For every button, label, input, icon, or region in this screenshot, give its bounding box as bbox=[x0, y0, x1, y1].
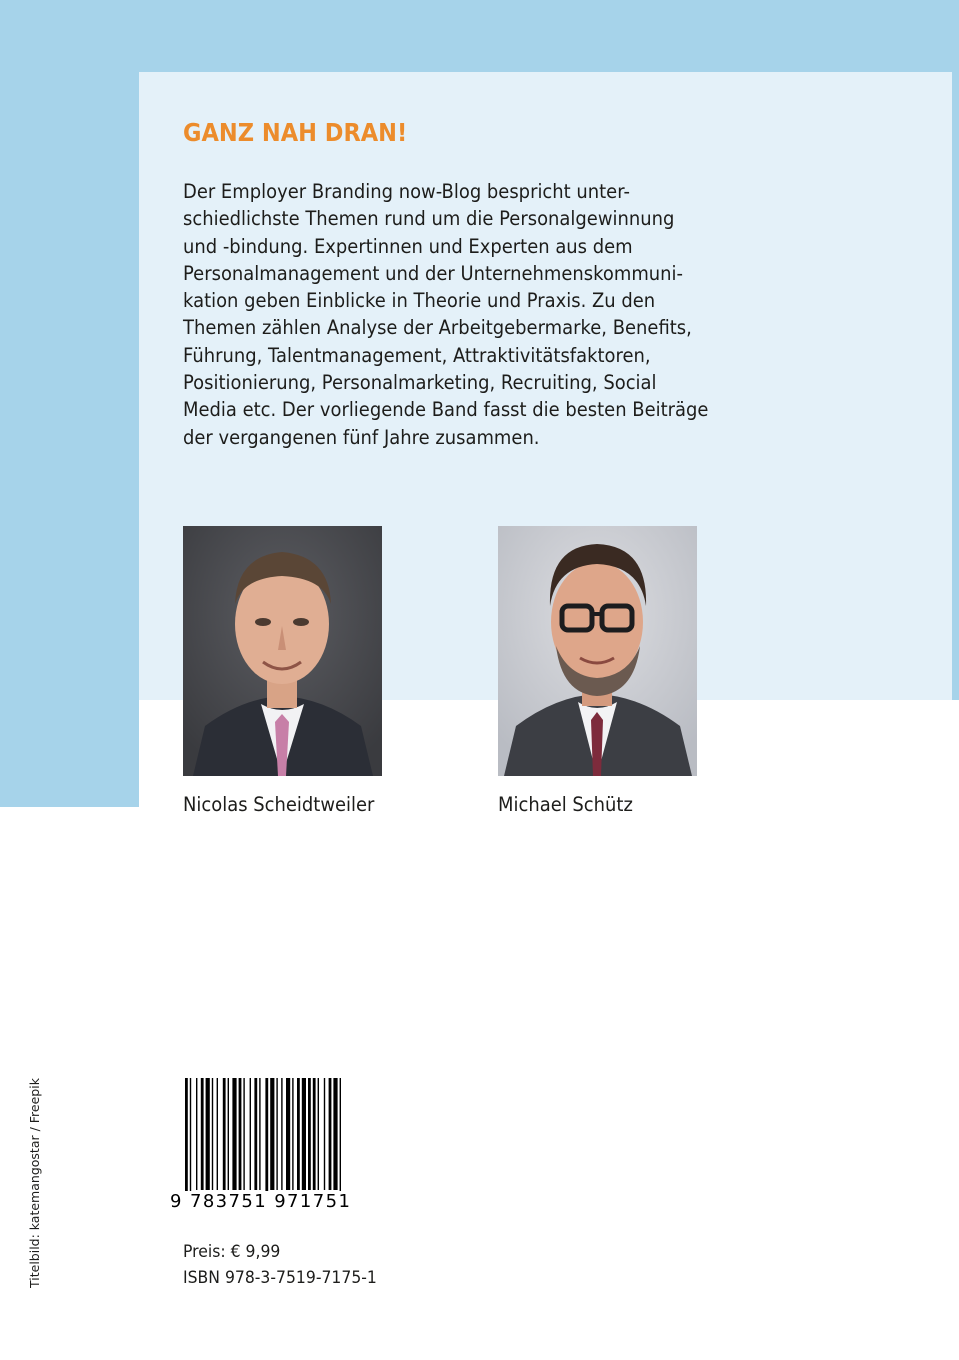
blurb-line: Der Employer Branding now-Blog bespricht unter- bbox=[183, 180, 630, 203]
barcode-bar bbox=[302, 1078, 306, 1190]
barcode-bar bbox=[196, 1078, 197, 1190]
blurb-line: Positionierung, Personalmarketing, Recruiting, Social bbox=[183, 371, 657, 395]
barcode-bar bbox=[212, 1078, 213, 1190]
blurb-line: kation geben Einblicke in Theorie und Praxis. Zu den bbox=[183, 289, 656, 313]
barcode-bar bbox=[217, 1078, 218, 1190]
barcode-bar bbox=[185, 1078, 188, 1206]
barcode-bar bbox=[308, 1078, 311, 1190]
barcode-bar bbox=[265, 1078, 268, 1206]
blurb-line: der vergangenen fünf Jahre zusammen. bbox=[183, 425, 540, 449]
barcode-bar bbox=[239, 1078, 242, 1190]
barcode-bar bbox=[223, 1078, 226, 1190]
barcode-bar bbox=[340, 1078, 341, 1206]
isbn-number: ISBN 978-3-7519-7175-1 bbox=[183, 1268, 377, 1288]
blurb-line: und -bindung. Expertinnen und Experten aus dem bbox=[183, 234, 633, 258]
barcode-bar bbox=[190, 1078, 191, 1206]
barcode-digits: 9 783751 971751 bbox=[170, 1191, 352, 1212]
price: Preis: € 9,99 bbox=[183, 1242, 281, 1262]
blurb-line: schiedlichste Themen rund um die Personalgewinnung bbox=[183, 207, 675, 231]
left-blue-band bbox=[0, 0, 139, 807]
author-name-1: Nicolas Scheidtweiler bbox=[183, 793, 375, 816]
image-credit: Titelbild: katemangostar / Freepik bbox=[27, 1078, 42, 1288]
barcode-bar bbox=[228, 1078, 229, 1190]
blurb-line: Media etc. Der vorliegende Band fasst die besten Beiträge bbox=[183, 398, 709, 422]
author-photo-nicolas-scheidtweiler bbox=[183, 526, 382, 776]
barcode-bar bbox=[243, 1078, 244, 1190]
headline: GANZ NAH DRAN! bbox=[183, 118, 408, 147]
barcode-bar bbox=[324, 1078, 325, 1190]
author-name-2: Michael Schütz bbox=[498, 793, 633, 816]
barcode-bar bbox=[292, 1078, 293, 1190]
blurb-line: Personalmanagement und der Unternehmenskommuni- bbox=[183, 261, 683, 285]
top-blue-band bbox=[0, 0, 959, 72]
barcode-bar bbox=[318, 1078, 319, 1190]
blurb-line: Themen zählen Analyse der Arbeitgebermarke, Benefits, bbox=[183, 316, 692, 340]
barcode-bar bbox=[254, 1078, 257, 1190]
barcode-bar bbox=[276, 1078, 277, 1190]
right-blue-band bbox=[952, 0, 959, 700]
barcode-bar bbox=[250, 1078, 251, 1190]
barcode-bar bbox=[270, 1078, 274, 1190]
barcode-bar bbox=[313, 1078, 316, 1190]
barcode-bar bbox=[297, 1078, 300, 1190]
blurb-line: Führung, Talentmanagement, Attraktivitätsfaktoren, bbox=[183, 343, 651, 367]
barcode-bar bbox=[333, 1078, 337, 1190]
barcode-bar bbox=[286, 1078, 290, 1190]
barcode-bar bbox=[201, 1078, 204, 1190]
barcode-bar bbox=[329, 1078, 332, 1190]
author-photo-michael-schuetz bbox=[498, 526, 697, 776]
barcode-bar bbox=[281, 1078, 282, 1190]
barcode-bar bbox=[259, 1078, 260, 1190]
barcode-bar bbox=[232, 1078, 236, 1190]
blurb-text bbox=[183, 178, 709, 451]
barcode-bar bbox=[206, 1078, 210, 1190]
